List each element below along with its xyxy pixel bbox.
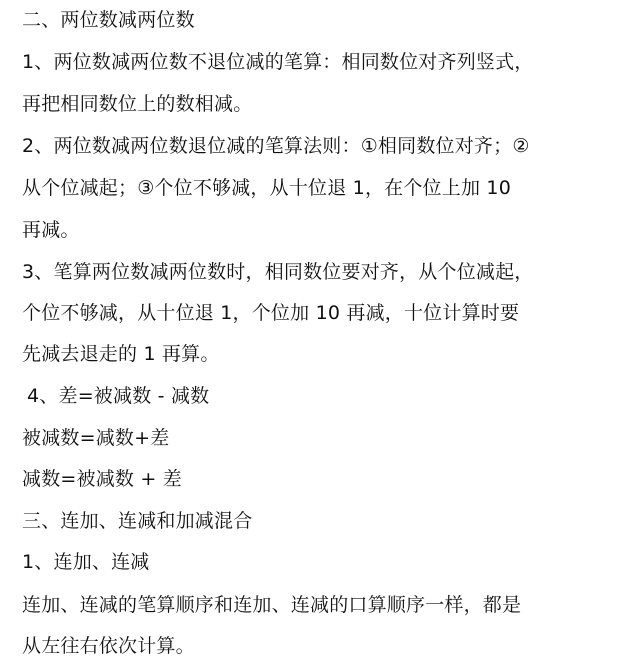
continuous-rule-line-1: 连加、连减的笔算顺序和连加、连减的口算顺序一样，都是	[22, 594, 522, 616]
formula-minuend: 被减数=减数+差	[22, 427, 170, 449]
rule-3-line-2: 个位不够减，从十位退 1，个位加 10 再减，十位计算时要	[22, 302, 520, 324]
subheading-continuous: 1、连加、连减	[22, 551, 150, 573]
section-heading-subtraction: 二、两位数减两位数	[22, 9, 195, 31]
formula-subtrahend: 减数=被减数 + 差	[22, 468, 182, 490]
continuous-rule-line-2: 从左往右依次计算。	[22, 635, 195, 657]
rule-2-line-3: 再减。	[22, 219, 80, 241]
rule-1-line-2: 再把相同数位上的数相减。	[22, 93, 253, 115]
section-heading-mixed: 三、连加、连减和加减混合	[22, 510, 253, 532]
rule-2-line-2: 从个位减起；③个位不够减，从十位退 1，在个位上加 10	[22, 177, 511, 199]
rule-3-line-3: 先减去退走的 1 再算。	[22, 343, 220, 365]
rule-2-line-1: 2、两位数减两位数退位减的笔算法则：①相同数位对齐；②	[22, 135, 530, 157]
rule-4-difference: 4、差=被减数 - 减数	[27, 385, 210, 407]
rule-1-line-1: 1、两位数减两位数不退位减的笔算：相同数位对齐列竖式，	[22, 51, 534, 73]
rule-3-line-1: 3、笔算两位数减两位数时，相同数位要对齐，从个位减起，	[22, 261, 534, 283]
